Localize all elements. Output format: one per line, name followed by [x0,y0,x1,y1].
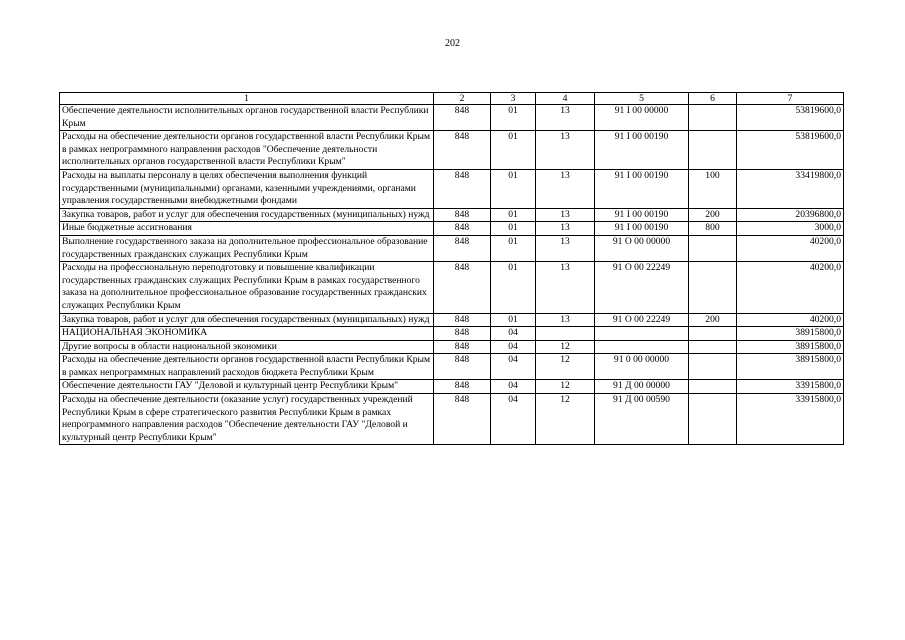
table-row [60,222,844,236]
row-vr [689,131,737,170]
header-col-2: 2 [434,93,491,105]
table-row [60,208,844,222]
row-vr [689,394,737,445]
row-grbs: 848 [434,380,491,394]
header-col-3: 3 [491,93,536,105]
row-grbs: 848 [434,340,491,354]
row-target [595,327,689,341]
row-grbs: 848 [434,313,491,327]
row-target: 91 I 00 00190 [595,208,689,222]
row-amount: 40200,0 [737,313,844,327]
row-amount: 33915800,0 [737,394,844,445]
row-name: Расходы на обеспечение деятельности (оказание услуг) государственных учреждений Республики Крым в сфере стратегического развития Республики Крым в рамках непрограммного направления расходов "Обеспечение деятельности ГАУ "Деловой и культурный центр Республики Крым" [60,394,434,445]
row-section: 01 [491,222,536,236]
row-vr [689,235,737,261]
row-section: 01 [491,169,536,208]
row-amount: 38915800,0 [737,340,844,354]
row-name: Выполнение государственного заказа на дополнительное профессиональное образование государственных гражданских служащих Республики Крым [60,235,434,261]
row-amount: 53819600,0 [737,105,844,131]
row-name: Расходы на обеспечение деятельности органов государственной власти Республики Крым в рамках непрограммного направления расходов "Обеспечение деятельности исполнительных органов государственной власти Республики Крым" [60,131,434,170]
row-subsection: 12 [536,380,595,394]
row-grbs: 848 [434,222,491,236]
row-section: 01 [491,235,536,261]
header-col-5: 5 [595,93,689,105]
page-number: 202 [445,38,460,49]
row-subsection: 12 [536,340,595,354]
row-vr [689,105,737,131]
header-col-4: 4 [536,93,595,105]
row-subsection: 13 [536,131,595,170]
table-row [60,327,844,341]
row-grbs: 848 [434,327,491,341]
table-row [60,235,844,261]
table-row [60,262,844,313]
row-subsection: 13 [536,222,595,236]
row-vr [689,380,737,394]
row-vr [689,262,737,313]
row-amount: 38915800,0 [737,327,844,341]
row-grbs: 848 [434,354,491,380]
row-subsection: 12 [536,394,595,445]
row-amount: 38915800,0 [737,354,844,380]
table-row [60,169,844,208]
row-target: 91 О 00 22249 [595,262,689,313]
table-row [60,105,844,131]
row-amount: 20396800,0 [737,208,844,222]
budget-table [59,92,844,445]
header-col-6: 6 [689,93,737,105]
row-vr: 200 [689,313,737,327]
row-amount: 40200,0 [737,235,844,261]
row-section: 01 [491,131,536,170]
row-subsection: 13 [536,235,595,261]
row-target: 91 I 00 00190 [595,222,689,236]
row-amount: 33915800,0 [737,380,844,394]
row-section: 01 [491,313,536,327]
row-section: 01 [491,262,536,313]
row-name: Расходы на профессиональную переподготовку и повышение квалификации государственных гражданских служащих Республики Крым в рамках государственного заказа на дополнительное профессиональное образование государственных гражданских служащих Республики Крым [60,262,434,313]
row-vr: 100 [689,169,737,208]
row-target: 91 0 00 00000 [595,354,689,380]
row-name: Закупка товаров, работ и услуг для обеспечения государственных (муниципальных) нужд [60,313,434,327]
row-name: Обеспечение деятельности ГАУ "Деловой и культурный центр Республики Крым" [60,380,434,394]
row-section: 01 [491,105,536,131]
row-section: 04 [491,380,536,394]
row-name: Расходы на обеспечение деятельности органов государственной власти Республики Крым в рамках непрограммных направлений расходов бюджета Республики Крым [60,354,434,380]
row-subsection: 13 [536,262,595,313]
row-vr: 800 [689,222,737,236]
row-name: Иные бюджетные ассигнования [60,222,434,236]
table-row [60,131,844,170]
row-name: Закупка товаров, работ и услуг для обеспечения государственных (муниципальных) нужд [60,208,434,222]
table-row [60,340,844,354]
row-grbs: 848 [434,208,491,222]
row-target: 91 I 00 00000 [595,105,689,131]
row-subsection: 13 [536,208,595,222]
row-amount: 33419800,0 [737,169,844,208]
row-section: 04 [491,327,536,341]
header-col-1: 1 [60,93,434,105]
row-subsection: 13 [536,169,595,208]
row-grbs: 848 [434,131,491,170]
table-row [60,313,844,327]
row-target: 91 I 00 00190 [595,131,689,170]
table-row [60,394,844,445]
row-name: Расходы на выплаты персоналу в целях обеспечения выполнения функций государственными (муниципальными) органами, казенными учреждениями, органами управления государственными внебюджетными фондами [60,169,434,208]
table-row [60,380,844,394]
header-row [60,93,844,105]
row-vr: 200 [689,208,737,222]
row-target [595,340,689,354]
row-target: 91 О 00 22249 [595,313,689,327]
row-target: 91 О 00 00000 [595,235,689,261]
row-target: 91 Д 00 00000 [595,380,689,394]
row-amount: 40200,0 [737,262,844,313]
row-subsection [536,327,595,341]
row-name: Другие вопросы в области национальной экономики [60,340,434,354]
row-grbs: 848 [434,169,491,208]
table-row [60,354,844,380]
row-grbs: 848 [434,105,491,131]
row-subsection: 13 [536,105,595,131]
row-grbs: 848 [434,235,491,261]
row-section: 04 [491,394,536,445]
row-vr [689,327,737,341]
row-vr [689,340,737,354]
row-name: НАЦИОНАЛЬНАЯ ЭКОНОМИКА [60,327,434,341]
header-col-7: 7 [737,93,844,105]
row-subsection: 12 [536,354,595,380]
row-grbs: 848 [434,262,491,313]
row-section: 04 [491,340,536,354]
row-vr [689,354,737,380]
row-subsection: 13 [536,313,595,327]
row-section: 01 [491,208,536,222]
row-name: Обеспечение деятельности исполнительных органов государственной власти Республики Крым [60,105,434,131]
row-section: 04 [491,354,536,380]
row-grbs: 848 [434,394,491,445]
row-target: 91 Д 00 00590 [595,394,689,445]
row-amount: 3000,0 [737,222,844,236]
row-target: 91 I 00 00190 [595,169,689,208]
row-amount: 53819600,0 [737,131,844,170]
